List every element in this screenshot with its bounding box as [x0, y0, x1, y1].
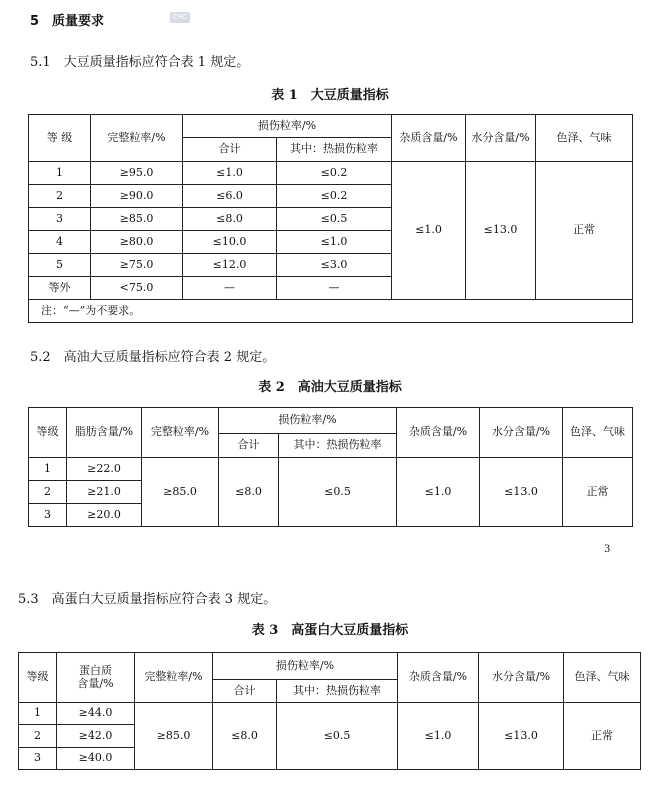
- t3-cell-complete: ≥85.0: [135, 703, 213, 770]
- table-2-caption: 表 2 高油大豆质量指标: [258, 380, 402, 395]
- section-5-1-text: 5.1 大豆质量指标应符合表 1 规定。: [30, 55, 250, 70]
- t2-header-impurity: 杂质含量/%: [397, 408, 480, 458]
- t1-cell-total: ≤6.0: [183, 185, 277, 208]
- table-row: [29, 162, 633, 185]
- t1-header-impurity: 杂质含量/%: [392, 115, 466, 162]
- t1-cell-grade: 等外: [29, 277, 91, 300]
- t3-header-protein-line1: 蛋白质: [79, 663, 112, 677]
- table-row: [29, 458, 633, 481]
- section-5-2-text: 5.2 高油大豆质量指标应符合表 2 规定。: [30, 350, 276, 365]
- t1-header-moisture: 水分含量/%: [466, 115, 536, 162]
- t2-cell-total: ≤8.0: [219, 458, 279, 527]
- t3-header-color: 色泽、气味: [564, 653, 641, 703]
- t2-cell-grade: 2: [29, 481, 67, 504]
- t1-cell-moisture: ≤13.0: [466, 162, 536, 300]
- t3-header-impurity: 杂质含量/%: [398, 653, 479, 703]
- t3-header-protein-line2: 含量/%: [77, 676, 114, 690]
- t2-header-grade: 等级: [29, 408, 67, 458]
- t3-header-total: 合计: [213, 680, 277, 703]
- t1-cell-grade: 5: [29, 254, 91, 277]
- t1-cell-complete: ≥95.0: [91, 162, 183, 185]
- t3-cell-color: 正常: [564, 703, 641, 770]
- t1-header-color: 色泽、气味: [536, 115, 633, 162]
- t1-header-grade: 等 级: [29, 115, 91, 162]
- t1-note: 注：“—”为不要求。: [29, 300, 633, 323]
- t1-cell-heat: ≤3.0: [277, 254, 392, 277]
- t3-header-heat: 其中：热损伤粒率: [277, 680, 398, 703]
- t1-cell-total: —: [183, 277, 277, 300]
- t2-header-damaged: 损伤粒率/%: [219, 408, 397, 434]
- t1-cell-impurity: ≤1.0: [392, 162, 466, 300]
- t1-cell-complete: ≥90.0: [91, 185, 183, 208]
- t2-cell-moisture: ≤13.0: [480, 458, 563, 527]
- t1-cell-total: ≤12.0: [183, 254, 277, 277]
- t1-cell-heat: ≤0.2: [277, 185, 392, 208]
- table-3-caption: 表 3 高蛋白大豆质量指标: [251, 623, 409, 638]
- t1-cell-complete: <75.0: [91, 277, 183, 300]
- t2-cell-grade: 1: [29, 458, 67, 481]
- t1-cell-complete: ≥75.0: [91, 254, 183, 277]
- t1-cell-total: ≤8.0: [183, 208, 277, 231]
- t3-header-complete: 完整粒率/%: [135, 653, 213, 703]
- t1-cell-complete: ≥85.0: [91, 208, 183, 231]
- table-2: [28, 407, 633, 527]
- t1-header-damaged: 损伤粒率/%: [183, 115, 392, 138]
- t1-cell-total: ≤1.0: [183, 162, 277, 185]
- t1-cell-grade: 4: [29, 231, 91, 254]
- t1-cell-grade: 1: [29, 162, 91, 185]
- t3-cell-protein: ≥40.0: [57, 748, 135, 770]
- t1-cell-heat: ≤0.5: [277, 208, 392, 231]
- t3-cell-moisture: ≤13.0: [479, 703, 564, 770]
- t2-cell-fat: ≥21.0: [67, 481, 142, 504]
- t3-header-moisture: 水分含量/%: [479, 653, 564, 703]
- t2-header-complete: 完整粒率/%: [142, 408, 219, 458]
- t3-cell-grade: 3: [19, 748, 57, 770]
- t3-cell-protein: ≥42.0: [57, 725, 135, 748]
- table-row: [19, 703, 641, 725]
- t3-cell-total: ≤8.0: [213, 703, 277, 770]
- t2-header-moisture: 水分含量/%: [480, 408, 563, 458]
- t2-cell-fat: ≥20.0: [67, 504, 142, 527]
- t2-cell-impurity: ≤1.0: [397, 458, 480, 527]
- t1-cell-complete: ≥80.0: [91, 231, 183, 254]
- watermark-logo: CRC: [170, 12, 190, 23]
- t3-cell-grade: 1: [19, 703, 57, 725]
- t1-cell-total: ≤10.0: [183, 231, 277, 254]
- t3-cell-impurity: ≤1.0: [398, 703, 479, 770]
- t2-header-total: 合计: [219, 434, 279, 458]
- t2-cell-fat: ≥22.0: [67, 458, 142, 481]
- t1-cell-heat: —: [277, 277, 392, 300]
- section-5-3-text: 5.3 高蛋白大豆质量指标应符合表 3 规定。: [18, 592, 277, 607]
- t1-header-complete: 完整粒率/%: [91, 115, 183, 162]
- t3-header-grade: 等级: [19, 653, 57, 703]
- table-1-caption: 表 1 大豆质量指标: [271, 88, 389, 103]
- t1-cell-heat: ≤1.0: [277, 231, 392, 254]
- t3-cell-protein: ≥44.0: [57, 703, 135, 725]
- t3-cell-grade: 2: [19, 725, 57, 748]
- page-number: 3: [604, 544, 611, 555]
- t1-cell-heat: ≤0.2: [277, 162, 392, 185]
- t1-cell-grade: 2: [29, 185, 91, 208]
- table-1: [28, 114, 633, 323]
- t2-cell-color: 正常: [563, 458, 633, 527]
- t2-cell-grade: 3: [29, 504, 67, 527]
- t2-header-heat: 其中：热损伤粒率: [279, 434, 397, 458]
- t3-header-damaged: 损伤粒率/%: [213, 653, 398, 680]
- t2-cell-heat: ≤0.5: [279, 458, 397, 527]
- t3-cell-heat: ≤0.5: [277, 703, 398, 770]
- t1-cell-grade: 3: [29, 208, 91, 231]
- table-3: [18, 652, 641, 770]
- t2-cell-complete: ≥85.0: [142, 458, 219, 527]
- section-5-heading: 5 质量要求: [30, 14, 105, 29]
- t2-header-color: 色泽、气味: [563, 408, 633, 458]
- t2-header-fat: 脂肪含量/%: [67, 408, 142, 458]
- t1-header-total: 合计: [183, 138, 277, 162]
- t1-cell-color: 正常: [536, 162, 633, 300]
- t1-header-heat: 其中：热损伤粒率: [277, 138, 392, 162]
- t3-header-protein: [57, 653, 135, 703]
